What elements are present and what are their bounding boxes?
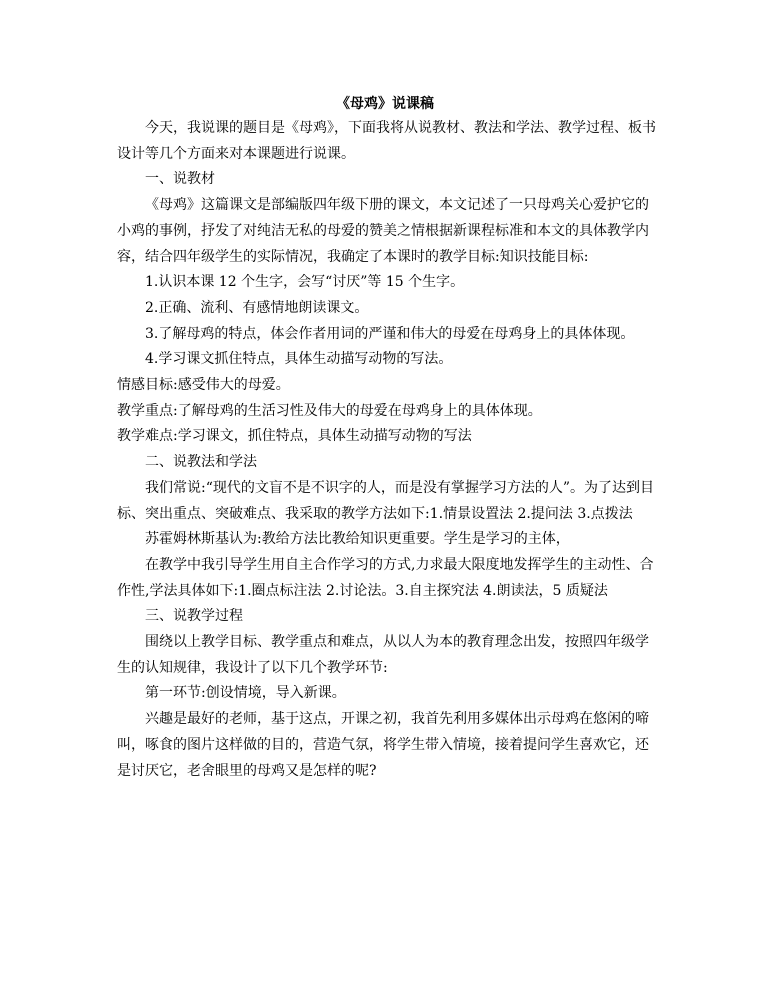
section-heading-process: 三、说教学过程 xyxy=(145,608,243,625)
methods-paragraph: 我们常说:“现代的文盲不是不识字的人，而是没有掌握学习方法的人”。为了达到目标、突出重点、突破难点、我采取的教学方法如下:1.情景设置法 2.提问法 3.点拨法 xyxy=(117,479,655,522)
document-title: 《母鸡》说课稿 xyxy=(336,96,434,112)
section-heading-textbook: 一、说教材 xyxy=(145,171,215,188)
step-one-paragraph: 兴趣是最好的老师，基于这点，开课之初，我首先利用多媒体出示母鸡在悠闲的啼叫，啄食的图片这样做的目的，营造气氛，将学生带入情境，接着提问学生喜欢它，还是讨厌它，老舍眼里的母鸡又是怎样的呢? xyxy=(117,711,649,779)
section-heading-methods: 二、说教法和学法 xyxy=(145,454,257,471)
sukhomlinsky-paragraph: 苏霍姆林斯基认为:教给方法比教给知识更重要。学生是学习的主体， xyxy=(145,531,570,548)
process-intro-paragraph: 围绕以上教学目标、教学重点和难点，从以人为本的教育理念出发，按照四年级学生的认知规律，我设计了以下几个教学环节: xyxy=(117,634,649,676)
objective-item-4: 4.学习课文抓住特点，具体生动描写动物的写法。 xyxy=(145,351,453,368)
step-one-heading: 第一环节:创设情境，导入新课。 xyxy=(145,685,346,702)
teaching-difficulty: 教学难点:学习课文，抓住特点，具体生动描写动物的写法 xyxy=(117,428,472,445)
document-body xyxy=(117,116,657,784)
learning-methods-paragraph: 在教学中我引导学生用自主合作学习的方式,力求最大限度地发挥学生的主动性、合作性,学法具体如下:1.圈点标注法 2.讨论法。3.自主探究法 4.朗读法，5 质疑法 xyxy=(117,556,654,599)
intro-paragraph: 今天，我说课的题目是《母鸡》，下面我将从说教材、教法和学法、教学过程、板书设计等几个方面来对本课题进行说课。 xyxy=(117,120,656,162)
teaching-focus: 教学重点:了解母鸡的生活习性及伟大的母爱在母鸡身上的具体体现。 xyxy=(117,402,542,419)
objective-item-3: 3.了解母鸡的特点，体会作者用词的严谨和伟大的母爱在母鸡身上的具体体现。 xyxy=(145,325,635,342)
emotional-objective: 情感目标:感受伟大的母爱。 xyxy=(117,377,290,394)
objective-item-2: 2.正确、流利、有感情地朗读课文。 xyxy=(145,299,369,316)
objective-item-1: 1.认识本课 12 个生字，会写“讨厌”等 15 个生字。 xyxy=(145,274,465,291)
textbook-paragraph: 《母鸡》这篇课文是部编版四年级下册的课文，本文记述了一只母鸡关心爱护它的小鸡的事例，抒发了对纯洁无私的母爱的赞美之情根据新课程标准和本文的具体教学内容，结合四年级学生的实际情况，我确定了本课时的教学目标:知识技能目标: xyxy=(117,197,649,265)
